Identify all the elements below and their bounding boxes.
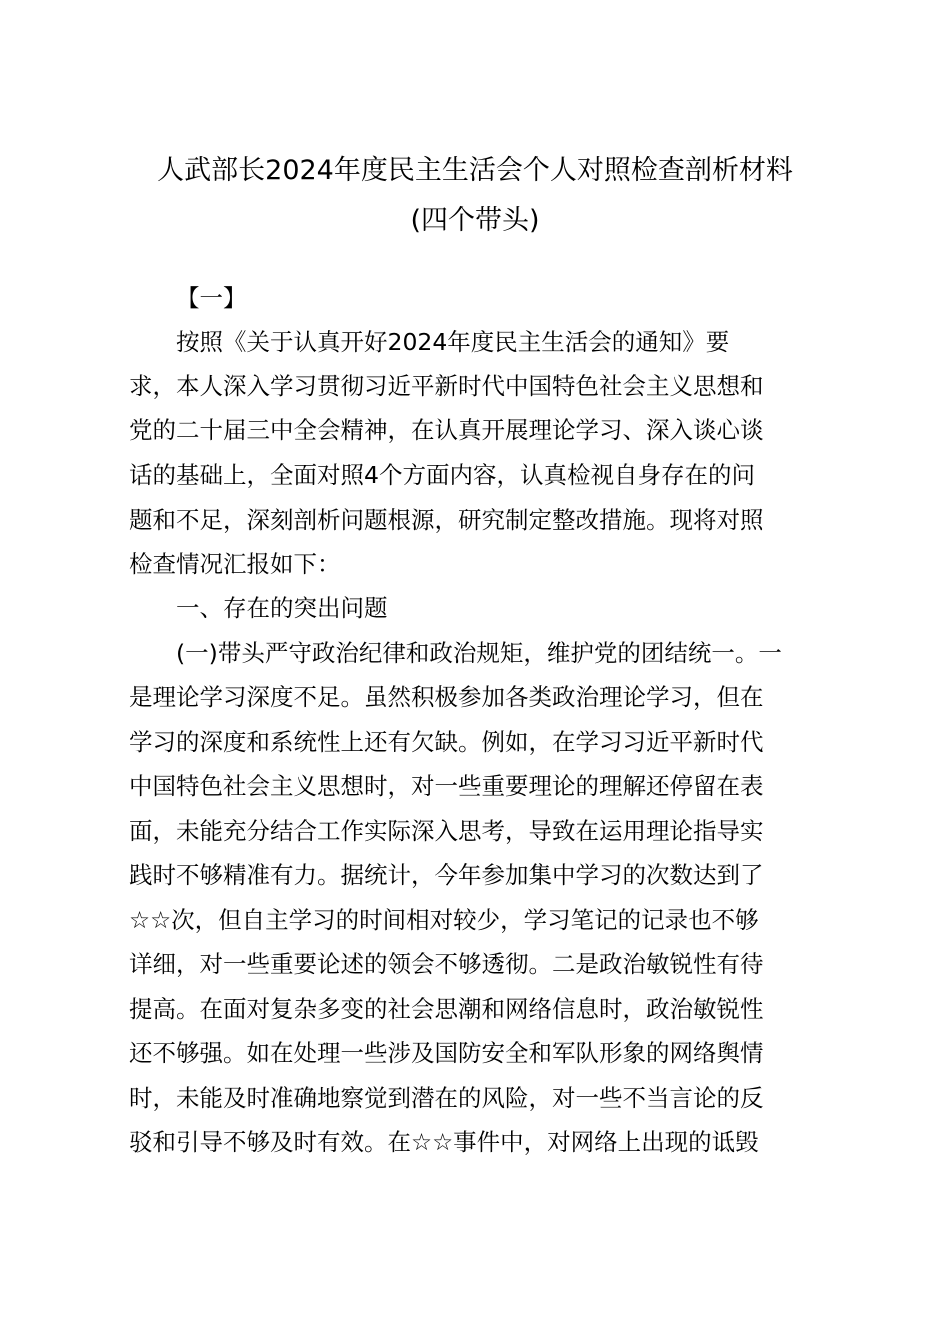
paragraph-line: 是理论学习深度不足。虽然积极参加各类政治理论学习，但在 xyxy=(129,683,764,711)
paragraph-line: 详细，对一些重要论述的领会不够透彻。二是政治敏锐性有待 xyxy=(129,950,764,978)
paragraph-line: 按照《关于认真开好2024年度民主生活会的通知》要 xyxy=(176,328,730,356)
paragraph-line: 党的二十届三中全会精神，在认真开展理论学习、深入谈心谈 xyxy=(129,416,764,444)
paragraph-line: 面，未能充分结合工作实际深入思考，导致在运用理论指导实 xyxy=(129,817,764,845)
section-marker: 【一】 xyxy=(176,284,247,312)
paragraph-line: 时，未能及时准确地察觉到潜在的风险，对一些不当言论的反 xyxy=(129,1084,764,1112)
paragraph-line: 学习的深度和系统性上还有欠缺。例如，在学习习近平新时代 xyxy=(129,728,764,756)
paragraph-line: 提高。在面对复杂多变的社会思潮和网络信息时，政治敏锐性 xyxy=(129,995,764,1023)
paragraph-line: 还不够强。如在处理一些涉及国防安全和军队形象的网络舆情 xyxy=(129,1039,764,1067)
paragraph-line: ☆☆次，但自主学习的时间相对较少，学习笔记的记录也不够 xyxy=(129,906,759,934)
paragraph-line: 检查情况汇报如下： xyxy=(129,550,341,578)
document-subtitle: (四个带头) xyxy=(410,205,540,236)
paragraph-line: 践时不够精准有力。据统计，今年参加集中学习的次数达到了 xyxy=(129,861,764,889)
paragraph-line: 题和不足，深刻剖析问题根源，研究制定整改措施。现将对照 xyxy=(129,506,764,534)
document-title: 人武部长2024年度民主生活会个人对照检查剖析材料 xyxy=(157,155,793,186)
paragraph-line: 驳和引导不够及时有效。在☆☆事件中，对网络上出现的诋毁 xyxy=(129,1128,759,1156)
paragraph-line: 中国特色社会主义思想时，对一些重要理论的理解还停留在表 xyxy=(129,772,764,800)
section-heading: 一、存在的突出问题 xyxy=(176,594,388,622)
paragraph-line: 求，本人深入学习贯彻习近平新时代中国特色社会主义思想和 xyxy=(129,372,764,400)
paragraph-line: (一)带头严守政治纪律和政治规矩，维护党的团结统一。一 xyxy=(176,639,782,667)
paragraph-line: 话的基础上，全面对照4个方面内容，认真检视自身存在的问 xyxy=(129,461,755,489)
